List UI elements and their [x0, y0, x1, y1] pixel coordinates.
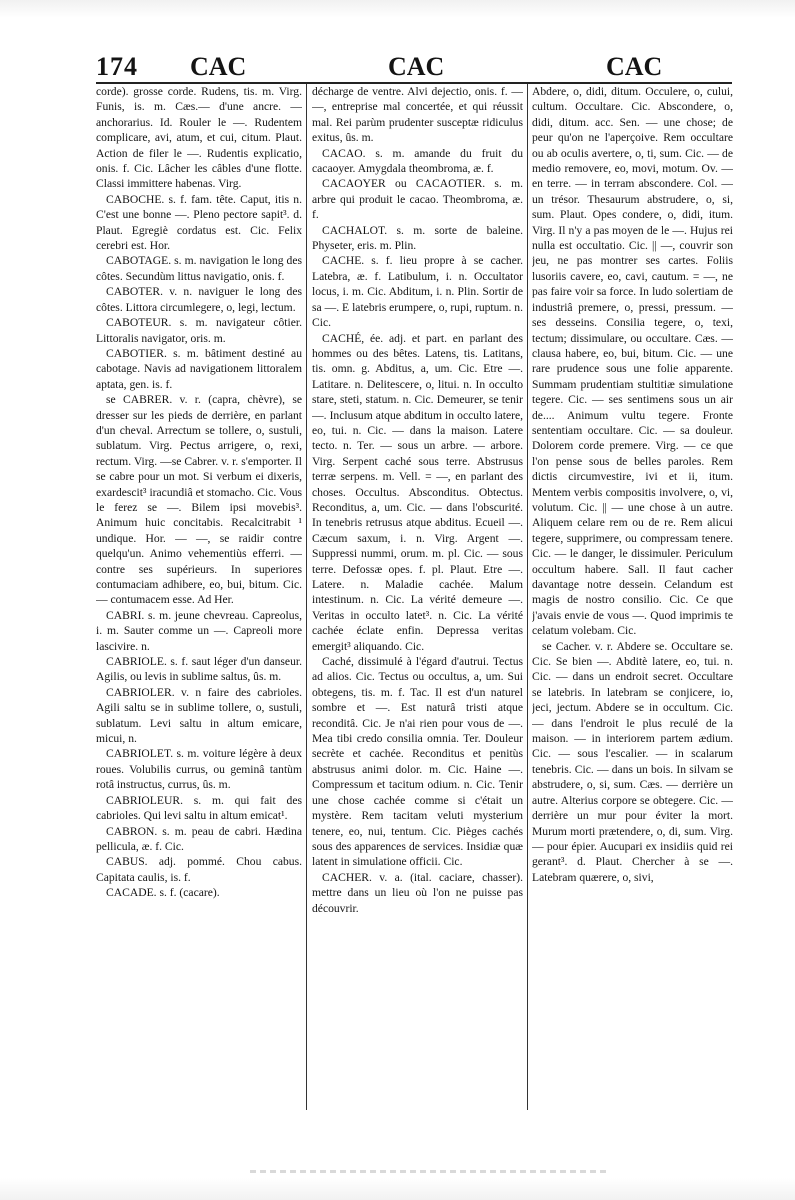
entry: CACAO. s. m. amande du fruit du cacaoyer. Amygdala theombroma, æ. f. — [312, 146, 523, 176]
entry: CACHE. s. f. lieu propre à se cacher. Latebra, æ. f. Latibulum, i. n. Occultator locus, i. m. Cic. Abditum, i. n. Plin. Sortir de sa —. E latebris erumpere, o, rupi, ruptum. n. Cic. — [312, 254, 523, 330]
entry: CACHALOT. s. m. sorte de baleine. Physeter, eris. m. Plin. — [312, 223, 523, 253]
entry: Abdere, o, didi, ditum. Occulere, o, cului, cultum. Occultare. Cic. Abscondere, o, didi, ditum. acc. Sen. — une chose; de peur qu'on ne l'aperçoive. Rem occultare ou ab oculis avertere, o, ti, sum. Cic. — de medio removere, eo, movi, motum. Ov. — en terre. — in terram abscondere. Col. — un trésor. Thesaurum abstrudere, o, si, sum. Plaut. Opes condere, o, didi, itum. Virg. Il n'y a pas moyen de le —. Hujus rei nulla est occultatio. Cic. || —, couvrir son jeu, ne pas montrer ses cartes. Foliis lusoriis cavere, eo, cavi, cautum. = —, ne pas faire voir sa force. In ludo solertiam de industriâ premere, o, pressi, pressum. — ses desseins. Consilia tegere, o, texi, tectum; dissimulare, ou occultare. Cæs. — clausa habere, eo, bui, bitum. Cic. — une rare prudence sous une folie apparente. Summam prudentiam stultitiæ simulatione tegere. Cic. — ses sentimens sous un air de.... Animum vultu tegere. Fronte sententiam occultare. Cic. — sa douleur. Dolorem corde premere. Virg. — ce que l'on pense sous de belles paroles. Rem dictis circumvestire, ivi et ii, itum. Mentem verbis compositis involvere, o, vi, volutum. Cic. || — une chose à un autre. Aliquem celare rem ou de re. Rem alicui tegere, supprimere, ou compressam tenere. Cic. — le danger, le dissimuler. Periculum occultum habere. Sall. Il faut cacher davantage notre dessein. Celandum est magis de nostro consilio. Cic. Ce que j'avais envie de vous —. Quod imprimis te celatum volebam. Cic. — [532, 85, 733, 638]
bottom-scan-artifact — [250, 1170, 610, 1173]
entry: se CABRER. v. r. (capra, chèvre), se dresser sur les pieds de derrière, en parlant d'un cheval. Arrectum se tollere, o, sustuli, sublatum. Virg. Pectus arrigere, o, rexi, rectum. Virg. —se Cabrer. v. r. s'emporter. Il se cabre pour un mot. Si verbum ei dixeris, exardescit³ iracundiâ et stomacho. Cic. Vous le ferez se —. Bilem ipsi movebis³. Animum huic concitabis. Recalcitrabit ¹ undique. Hor. — —, se raidir contre quelqu'un. Animo vehementiùs efferri. — contre ses supérieurs. In superiores contumaciam adhibere, eo, bui, bitum. Cic. — contumacem esse. Ad Her. — [96, 393, 302, 607]
entry: CACADE. s. f. (cacare). — [106, 886, 220, 900]
entry: se Cacher. v. r. Abdere se. Occultare se. Cic. Se bien —. Abditè latere, eo, tui. n. Cic. — dans un endroit secret. Occultare se latebris. In latebram se conjicere, io, jeci, jectum. Abdere se in occultum. Cic. — dans l'endroit le plus reculé de la maison. — in interiorem partem ædium. Cic. — sous l'escalier. — in scalarum tenebris. Cic. — dans un bois. In silvam se abstrudere, o, si, sum. Cæs. — derrière un autre. Alterius corpore se obtegere. Cic. — derrière un mur pour éviter la mort. Murum morti prætendere, o, di, sum. Virg. — pour épier. Aucupari ex insidiis quid rei gerant³. d. Plaut. Chercher à se —. Latebram quærere, o, sivi, — [532, 639, 733, 884]
column-divider-2 — [527, 84, 528, 1110]
entry: CABUS. adj. pommé. Chou cabus. Capitata caulis, is. f. — [96, 855, 302, 884]
running-head-left: CAC — [190, 52, 247, 81]
entry: CABRIOLEUR. s. m. qui fait des cabrioles. Qui levi saltu in altum emicat¹. — [96, 793, 302, 823]
column-left — [96, 84, 302, 1110]
entry: CABRIOLER. v. n faire des cabrioles. Agili saltu se in sublime tollere, o, sustuli, sublatum. Levi saltu in altum emicare, micui, n. — [96, 685, 302, 746]
column-middle — [312, 84, 523, 1110]
entry: CABOTIER. s. m. bâtiment destiné au cabotage. Navis ad navigationem littoralem aptata, gen. is. f. — [96, 346, 302, 391]
entry: CACAOYER ou CACAOTIER. s. m. arbre qui produit le cacao. Theombroma, æ. f. — [312, 177, 523, 222]
column-right — [532, 84, 733, 1110]
entry: Caché, dissimulé à l'égard d'autrui. Tectus ad alios. Cic. Tectus ou occultus, a, um. Sui obtegens, tis. m. f. Tac. Il est d'un naturel sombre et —. Est naturâ tristi atque reconditâ. Cic. Je n'ai rien pour vous de —. Mea tibi credo consilia omnia. Ter. Douleur secrète et cachée. Reconditus et penitùs abstrusus animi dolor. m. Cic. Haine —. Compressum et tacitum odium. n. Cic. Tenir une chose cachée comme si c'était un mystère. Rem tacitam veluti mysterium tenere, eo, nui, tentum. Cic. Pièges cachés sous des apparences de services. Insidiæ quæ latent in simulatione officii. Cic. — [312, 655, 523, 869]
entry: CACHÉ, ée. adj. et part. en parlant des hommes ou des bêtes. Latens, tis. Latitans, tis. omn. g. Abditus, a, um. Cic. Etre —. Latitare. n. Delitescere, o, litui. n. In occulto stare, steti, statum. n. Cic. Demeurer, se tenir —. Inclusum atque abditum in occulto latere, eo, tui. n. Cic. — dans la maison. Latere tecto. n. Ter. — sous un arbre. — arbore. Virg. Serpent caché sous terre. Abstrusus terræ serpens. m. Vell. = —, en parlant des choses. Occultus. Absconditus. Obtectus. Reconditus, a, um. Cic. — dans l'obscurité. In tenebris retrusus atque abditus. Ecueil —. Cæcum saxum, i. n. Virg. Argent —. Suppressi nummi, orum. m. pl. Cic. — sous terre. Defossæ opes. f. pl. Plaut. Etre —. Latere. n. Maladie cachée. Malum intestinum. n. Cic. La vérité demeure —. Veritas in occulto latet³. n. Cic. La vérité cachée éclate enfin. Depressa veritas emergit³ aliquando. Cic. — [312, 331, 523, 653]
entry: décharge de ventre. Alvi dejectio, onis. f. — —, entreprise mal concertée, et qui réussit mal. Rei parùm prudenter susceptæ ridiculus exitus, ûs. m. — [312, 85, 523, 145]
entry: CABOTEUR. s. m. navigateur côtier. Littoralis navigator, oris. m. — [96, 316, 302, 345]
bottom-scan-edge — [0, 1178, 795, 1200]
entry: CABRI. s. m. jeune chevreau. Capreolus, i. m. Sauter comme un —. Capreoli more lascivire. n. — [96, 608, 302, 653]
entry: CABOTER. v. n. naviguer le long des côtes. Littora circumlegere, o, legi, lectum. — [96, 285, 302, 314]
top-scan-edge — [0, 0, 795, 18]
entry: CABRON. s. m. peau de cabri. Hædina pellicula, æ. f. Cic. — [96, 824, 302, 853]
entry: CABOCHE. s. f. fam. tête. Caput, itis n. C'est une bonne —. Pleno pectore sapit³. d. Plaut. Egregiè cordatus est. Cic. Felix cerebri est. Hor. — [96, 192, 302, 253]
entry: CABRIOLET. s. m. voiture légère à deux roues. Volubilis currus, ou geminâ tantùm rotâ instructus, currus, ûs. m. — [96, 747, 302, 792]
entry: corde). grosse corde. Rudens, tis. m. Virg. Funis, is. m. Cæs.— d'une ancre. — anchorarius. Id. Rouler le —. Rudentem complicare, avi, atum, et cui, citum. Plaut. Action de filer le —. Rudentis explicatio, onis. f. Cic. Lâcher les câbles d'une flotte. Classi immittere habenas. Virg. — [96, 85, 302, 191]
column-divider-1 — [306, 84, 307, 1110]
entry: CACHER. v. a. (ital. caciare, chasser). mettre dans un lieu où l'on ne puisse pas découvrir. — [312, 870, 523, 915]
entry: CABRIOLE. s. f. saut léger d'un danseur. Agilis, ou levis in sublime saltus, ûs. m. — [96, 655, 302, 684]
entry: CABOTAGE. s. m. navigation le long des côtes. Secundùm littus navigatio, onis. f. — [96, 254, 302, 283]
running-head-right: CAC — [606, 52, 663, 81]
page-number: 174 — [96, 52, 138, 81]
running-head-center: CAC — [388, 52, 445, 81]
